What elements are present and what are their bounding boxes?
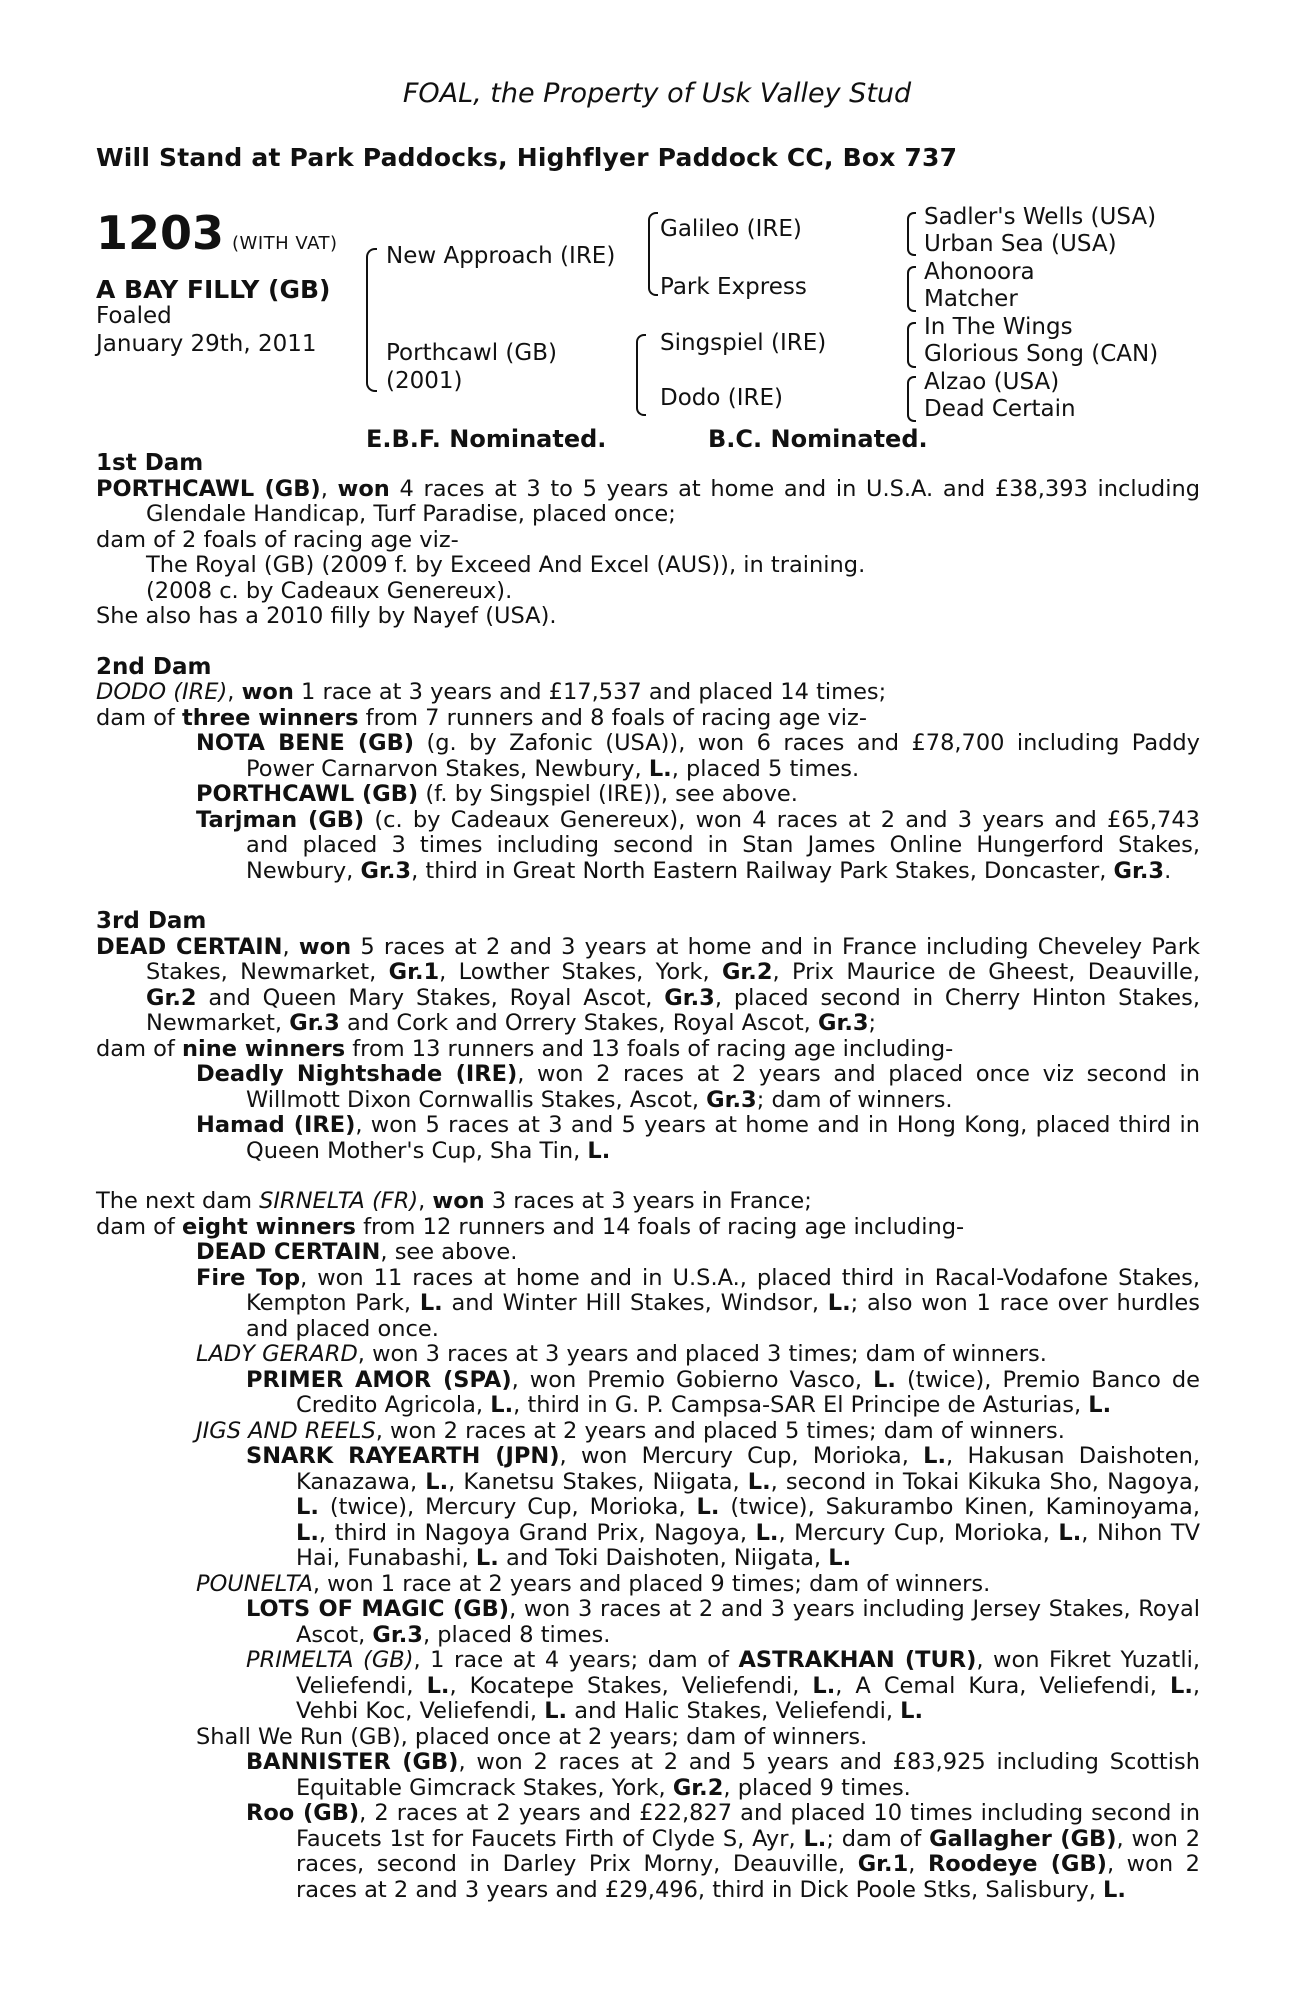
text-run: , won 11 races at home and in U.S.A., placed third in Racal-Vodafone Stakes, Kempton Park, <box>246 1264 1200 1316</box>
text-run: Deadly Nightshade (IRE) <box>196 1061 518 1087</box>
first-dam-also: She also has a 2010 filly by Nayef (USA). <box>96 603 557 629</box>
pedigree-dss: In The Wings <box>924 314 1073 340</box>
text-run: (twice), Sakurambo Kinen, Kaminoyama, <box>730 1494 1200 1520</box>
text-run: PRIMER AMOR (SPA) <box>246 1366 512 1393</box>
second-dam-progeny-1 <box>96 731 1200 782</box>
text-run: Gr.2 <box>721 959 773 985</box>
first-dam-foal-2: (2008 c. by Cadeaux Genereux). <box>146 577 513 604</box>
pedigree-dds: Alzao (USA) <box>924 369 1060 395</box>
text-run: , won 3 races at 3 years and placed 3 times; dam of winners. <box>357 1341 1047 1367</box>
text-run: eight winners <box>181 1213 356 1240</box>
text-run: L. <box>475 1545 499 1571</box>
third-dam-name: DEAD CERTAIN <box>96 933 283 960</box>
pedigree-sdd: Matcher <box>924 286 1018 312</box>
pedigree-brace-ss <box>907 212 916 256</box>
next-dam-entry-2 <box>96 1266 1200 1343</box>
next-dam-entry-6-sub <box>96 1750 1200 1801</box>
text-run: nine winners <box>181 1035 346 1062</box>
text-run: L. <box>296 1494 319 1520</box>
won-label: won <box>337 475 390 502</box>
next-dam-entry-4 <box>96 1419 1200 1445</box>
text-run: Gr.3 <box>1113 857 1165 884</box>
text-run: , Kanetsu Stakes, Niigata, <box>448 1468 740 1495</box>
text-run: Gr.1 <box>388 959 440 985</box>
text-run: L. <box>1058 1519 1082 1546</box>
text-run: L. <box>696 1494 720 1520</box>
text-run: NOTA BENE (GB) <box>196 730 415 756</box>
text-run: L. <box>923 1443 947 1469</box>
pedigree-brace-main <box>366 248 377 392</box>
text-run: Gr.2 <box>146 984 197 1011</box>
text-run: (twice), Mercury Cup, Morioka, <box>329 1494 686 1520</box>
text-run: Gr.3 <box>706 1086 757 1113</box>
text-run: , won 2 races at 2 and 5 years and £83,925 including Scottish Equitable Gimcrack Stakes, York, <box>296 1749 1200 1801</box>
text-run: L. <box>490 1392 514 1418</box>
text-run: , Mercury Cup, Morioka, <box>778 1519 1050 1546</box>
pedigree-sire-sire: Galileo (IRE) <box>660 216 802 242</box>
first-dam-foal-1: The Royal (GB) (2009 f. by Exceed And Excel (AUS)), in training. <box>146 552 866 578</box>
first-dam-dam-of: dam of 2 foals of racing age viz- <box>96 526 459 553</box>
text-run: ASTRAKHAN (TUR) <box>738 1647 977 1673</box>
text-run: ; <box>868 1010 877 1036</box>
text-run: Gallagher (GB) <box>929 1825 1117 1852</box>
text-run: won <box>298 933 352 960</box>
pedigree-brace-sd <box>907 266 916 312</box>
next-dam-entry-5-sub-1 <box>96 1597 1200 1648</box>
text-run: , placed 9 times. <box>723 1774 911 1801</box>
text-run: , won 5 races at 3 and 5 years at home and in Hong Kong, placed third in Queen Mother's Cup, Sha Tin, <box>246 1112 1200 1164</box>
text-run: , A Cemal Kura, Veliefendi, <box>835 1672 1157 1699</box>
text-run: PORTHCAWL (GB) <box>196 781 419 807</box>
text-run: , third in Great North Eastern Railway Park Stakes, Doncaster, <box>411 857 1107 884</box>
text-run: L. <box>873 1366 896 1393</box>
pedigree-brace-dam <box>636 334 646 416</box>
third-dam-progeny-2 <box>96 1113 1200 1164</box>
text-run: L. <box>1169 1672 1193 1699</box>
text-run: , won 1 race at 2 years and placed 9 times; dam of winners. <box>312 1570 991 1597</box>
second-dam-name: DODO (IRE) <box>96 679 228 705</box>
third-dam-record: DEAD CERTAIN, won 5 races at 2 and 3 years at home and in France including Cheveley Park Stakes, Newmarket, Gr.1, Lowther Stakes, York, Gr.2, Prix Maurice de Gheest, Deauville, Gr.2 and Queen Mary Stakes, Royal Ascot, Gr.3, placed second in Cherry Hinton Stakes, Newmarket, Gr.3 and Cork and Orrery Stakes, Royal Ascot, Gr.3; <box>96 933 1201 1036</box>
text-run: L. <box>648 755 672 782</box>
text-run: , third in G. P. Campsa-SAR El Principe de Asturias, <box>513 1392 1082 1418</box>
next-dam-dam-of <box>96 1215 1200 1241</box>
text-run: , won 2 races at 2 years and placed 5 times; dam of winners. <box>375 1417 1065 1444</box>
pedigree-sire: New Approach (IRE) <box>386 243 616 269</box>
text-run: and Cork and Orrery Stakes, Royal Ascot, <box>346 1010 811 1036</box>
text-run: , 1 race at 4 years; dam of <box>413 1647 729 1673</box>
text-run: , Kocatepe Stakes, Veliefendi, <box>449 1672 800 1699</box>
text-run: . <box>1164 857 1172 884</box>
text-run: , won 3 races at 2 and 3 years including Jersey Stakes, Royal Ascot, <box>296 1596 1200 1648</box>
next-dam-entry-6: Shall We Run (GB), placed once at 2 years; dam of winners. <box>196 1723 868 1750</box>
text-run: L. <box>1088 1392 1112 1418</box>
text-run: (g. by Zafonic (USA)), won 6 races and £78,700 including Paddy Power Carnarvon Stakes, Newbury, <box>246 730 1201 782</box>
next-dam-entry-5 <box>96 1572 1200 1598</box>
lot-number-value: 1203 <box>96 206 225 260</box>
second-dam-dam-of <box>96 706 1200 732</box>
first-dam-name: PORTHCAWL (GB) <box>96 475 321 502</box>
next-dam-entry-1 <box>96 1240 1200 1266</box>
next-dam-entry-7 <box>96 1801 1200 1903</box>
text-run: Gr.3 <box>372 1621 423 1648</box>
pedigree-sds: Ahonoora <box>924 259 1035 285</box>
text-run: , 2 races at 2 years and £22,827 and placed 10 times including second in Faucets 1st for Faucets Firth of Clyde S, Ayr, <box>296 1800 1200 1852</box>
text-run: Gr.2 <box>672 1774 724 1801</box>
second-dam-progeny-2 <box>96 782 1200 808</box>
text-run: L. <box>900 1698 924 1724</box>
text-run: , second in Tokai Kikuka Sho, Nagoya, <box>770 1468 1200 1495</box>
text-run: ; also won 1 race over hurdles and placed once. <box>246 1290 1200 1342</box>
text-run: , Prix Maurice de Gheest, Deauville, <box>772 959 1201 985</box>
foaled-date: January 29th, 2011 <box>96 331 317 357</box>
text-run: , placed second in Cherry Hinton Stakes, Newmarket, <box>146 984 1200 1036</box>
text-run: L. <box>1103 1876 1126 1903</box>
text-run: , third in Nagoya Grand Prix, Nagoya, <box>318 1519 748 1546</box>
text-run: Gr.3 <box>289 1010 340 1036</box>
text-run: Gr.3 <box>360 857 412 884</box>
text-run: from 12 runners and 14 foals of racing age including- <box>363 1213 965 1240</box>
text-run: , Lowther Stakes, York, <box>439 959 710 985</box>
next-dam-entry-3-sub <box>96 1368 1200 1419</box>
next-dam-entry-4-sub <box>96 1444 1200 1572</box>
pedigree-ssd: Urban Sea (USA) <box>924 231 1117 257</box>
pedigree-brace-ds <box>907 322 916 368</box>
pedigree-dam-dam: Dodo (IRE) <box>660 385 784 411</box>
text-run: LOTS OF MAGIC (GB) <box>246 1596 510 1622</box>
next-dam-record: The next dam SIRNELTA (FR), won 3 races at 3 years in France; <box>96 1188 812 1214</box>
first-dam-section <box>96 451 1200 1903</box>
stand-location: Will Stand at Park Paddocks, Highflyer Paddock CC, Box 737 <box>96 143 958 172</box>
text-run: , Vehbi Koc, Veliefendi, <box>296 1672 1201 1724</box>
pedigree-dam-year: (2001) <box>386 368 463 394</box>
text-run: LADY GERARD <box>196 1341 358 1367</box>
pedigree-dsd: Glorious Song (CAN) <box>924 341 1159 367</box>
pedigree-ddd: Dead Certain <box>924 396 1076 422</box>
text-run: L. <box>812 1672 836 1699</box>
text-run: Gr.3 <box>664 984 715 1011</box>
text-run: JIGS AND REELS <box>196 1417 376 1444</box>
second-dam-desc: 1 race at 3 years and £17,537 and placed 14 times; <box>301 679 887 705</box>
text-run: , placed 5 times. <box>671 755 860 782</box>
consigner-line: FOAL, the Property of Usk Valley Stud <box>402 78 912 109</box>
horse-name: A BAY FILLY (GB) <box>96 275 331 304</box>
text-run: L. <box>828 1545 852 1571</box>
text-run: Fire Top <box>196 1264 301 1291</box>
pedigree-brace-sire <box>648 212 658 296</box>
text-run: L. <box>755 1519 779 1546</box>
text-run: PRIMELTA (GB) <box>246 1647 414 1673</box>
first-dam-desc: 4 races at 3 to 5 years at home and in U.S.A. and £38,393 including Glendale Handicap, Turf Paradise, placed once; <box>146 475 1201 527</box>
text-run: , won Mercury Cup, Morioka, <box>559 1443 909 1469</box>
pedigree-dam: Porthcawl (GB) <box>386 340 557 366</box>
text-run: , Nihon TV Hai, Funabashi, <box>296 1519 1200 1571</box>
text-run: L. <box>587 1137 611 1164</box>
pedigree-sss: Sadler's Wells (USA) <box>924 204 1157 230</box>
text-run: L. <box>419 1290 443 1316</box>
second-dam-progeny-3 <box>96 808 1200 885</box>
third-dam-progeny-1 <box>96 1062 1200 1113</box>
lot-vat: (WITH VAT) <box>232 233 338 254</box>
text-run: Tarjman (GB) <box>196 806 365 833</box>
won-label: won <box>241 679 294 705</box>
text-run: , see above. <box>380 1239 518 1265</box>
text-run: Roodeye (GB) <box>927 1851 1107 1877</box>
pedigree-sire-dam: Park Express <box>660 274 807 300</box>
text-run: SIRNELTA (FR) <box>259 1188 419 1214</box>
text-run: , placed 8 times. <box>422 1621 611 1648</box>
text-run: (f. by Singspiel (IRE)), see above. <box>425 781 798 807</box>
text-run: , won 2 races at 2 years and placed once viz second in Willmott Dixon Cornwallis Stakes, Ascot, <box>246 1061 1201 1113</box>
text-run: , won 2 races, second in Darley Prix Morny, Deauville, <box>296 1825 1201 1877</box>
second-dam-record: DODO (IRE), won 1 race at 3 years and £17,537 and placed 14 times; <box>96 679 887 705</box>
first-dam-record: PORTHCAWL (GB), won 4 races at 3 to 5 years at home and in U.S.A. and £38,393 including Glendale Handicap, Turf Paradise, placed once; <box>96 475 1201 527</box>
next-dam-entry-3 <box>96 1342 1200 1368</box>
text-run: POUNELTA <box>196 1570 313 1597</box>
first-dam-heading: 1st Dam <box>96 450 204 476</box>
text-run: (twice), Premio Banco de Credito Agricola, <box>296 1366 1201 1418</box>
text-run: 5 races at 2 and 3 years at home and in France including Cheveley Park Stakes, Newmarket, <box>146 933 1200 985</box>
text-run: from 13 runners and 13 foals of racing age including- <box>352 1035 954 1062</box>
text-run: L. <box>803 1825 827 1852</box>
text-run: 3 races at 3 years in France; <box>491 1188 812 1214</box>
third-dam-heading: 3rd Dam <box>96 908 207 934</box>
text-run: ; dam of winners. <box>756 1086 953 1113</box>
text-run: L. <box>425 1468 449 1495</box>
text-run: SNARK RAYEARTH (JPN) <box>246 1443 560 1469</box>
text-run: dam of <box>96 704 175 731</box>
text-run: dam of <box>96 1035 175 1062</box>
text-run: L. <box>544 1698 568 1724</box>
pedigree-dam-sire: Singspiel (IRE) <box>660 330 827 356</box>
text-run: DEAD CERTAIN <box>196 1239 381 1265</box>
text-run: from 7 runners and 8 foals of racing age viz- <box>365 704 867 731</box>
text-run: L. <box>296 1519 319 1546</box>
pedigree-brace-dd <box>907 376 916 422</box>
text-run: and Toki Daishoten, Niigata, <box>505 1545 822 1571</box>
foaled-label: Foaled <box>96 303 172 329</box>
text-run: three winners <box>181 704 359 731</box>
text-run: , won 2 races at 2 and 3 years and £29,496, third in Dick Poole Stks, Salisbury, <box>296 1851 1200 1903</box>
ebf-nomination: E.B.F. Nominated. <box>366 425 607 453</box>
text-run: Hamad (IRE) <box>196 1112 356 1138</box>
text-run: , <box>908 1851 916 1877</box>
text-run: and Winter Hill Stakes, Windsor, <box>451 1290 820 1316</box>
text-run: L. <box>827 1290 851 1316</box>
lot-number <box>96 206 338 260</box>
text-run: and Halic Stakes, Veliefendi, <box>574 1698 894 1724</box>
text-run: won <box>432 1188 485 1214</box>
text-run: ; dam of <box>826 1825 922 1852</box>
text-run: , won Fikret Yuzatli, Veliefendi, <box>296 1647 1201 1699</box>
text-run: , won Premio Gobierno Vasco, <box>511 1366 862 1393</box>
third-dam-dam-of <box>96 1037 1200 1063</box>
next-dam-entry-5-sub-2 <box>96 1648 1200 1725</box>
text-run: , Hakusan Daishoten, Kanazawa, <box>296 1443 1200 1495</box>
text-run: Gr.1 <box>857 1851 909 1877</box>
text-run: BANNISTER (GB) <box>246 1749 459 1775</box>
text-run: (c. by Cadeaux Genereux), won 4 races at 2 and 3 years and £65,743 and placed 3 times including second in Stan James Online Hungerford Stakes, Newbury, <box>246 806 1200 884</box>
text-run: Gr.3 <box>817 1010 869 1036</box>
text-run: The next dam <box>96 1188 252 1214</box>
text-run: L. <box>747 1468 771 1495</box>
text-run: and Queen Mary Stakes, Royal Ascot, <box>208 984 653 1011</box>
bc-nomination: B.C. Nominated. <box>708 425 928 453</box>
text-run: Roo (GB) <box>246 1800 360 1826</box>
second-dam-heading: 2nd Dam <box>96 653 212 680</box>
text-run: dam of <box>96 1213 175 1240</box>
text-run: L. <box>426 1672 450 1699</box>
